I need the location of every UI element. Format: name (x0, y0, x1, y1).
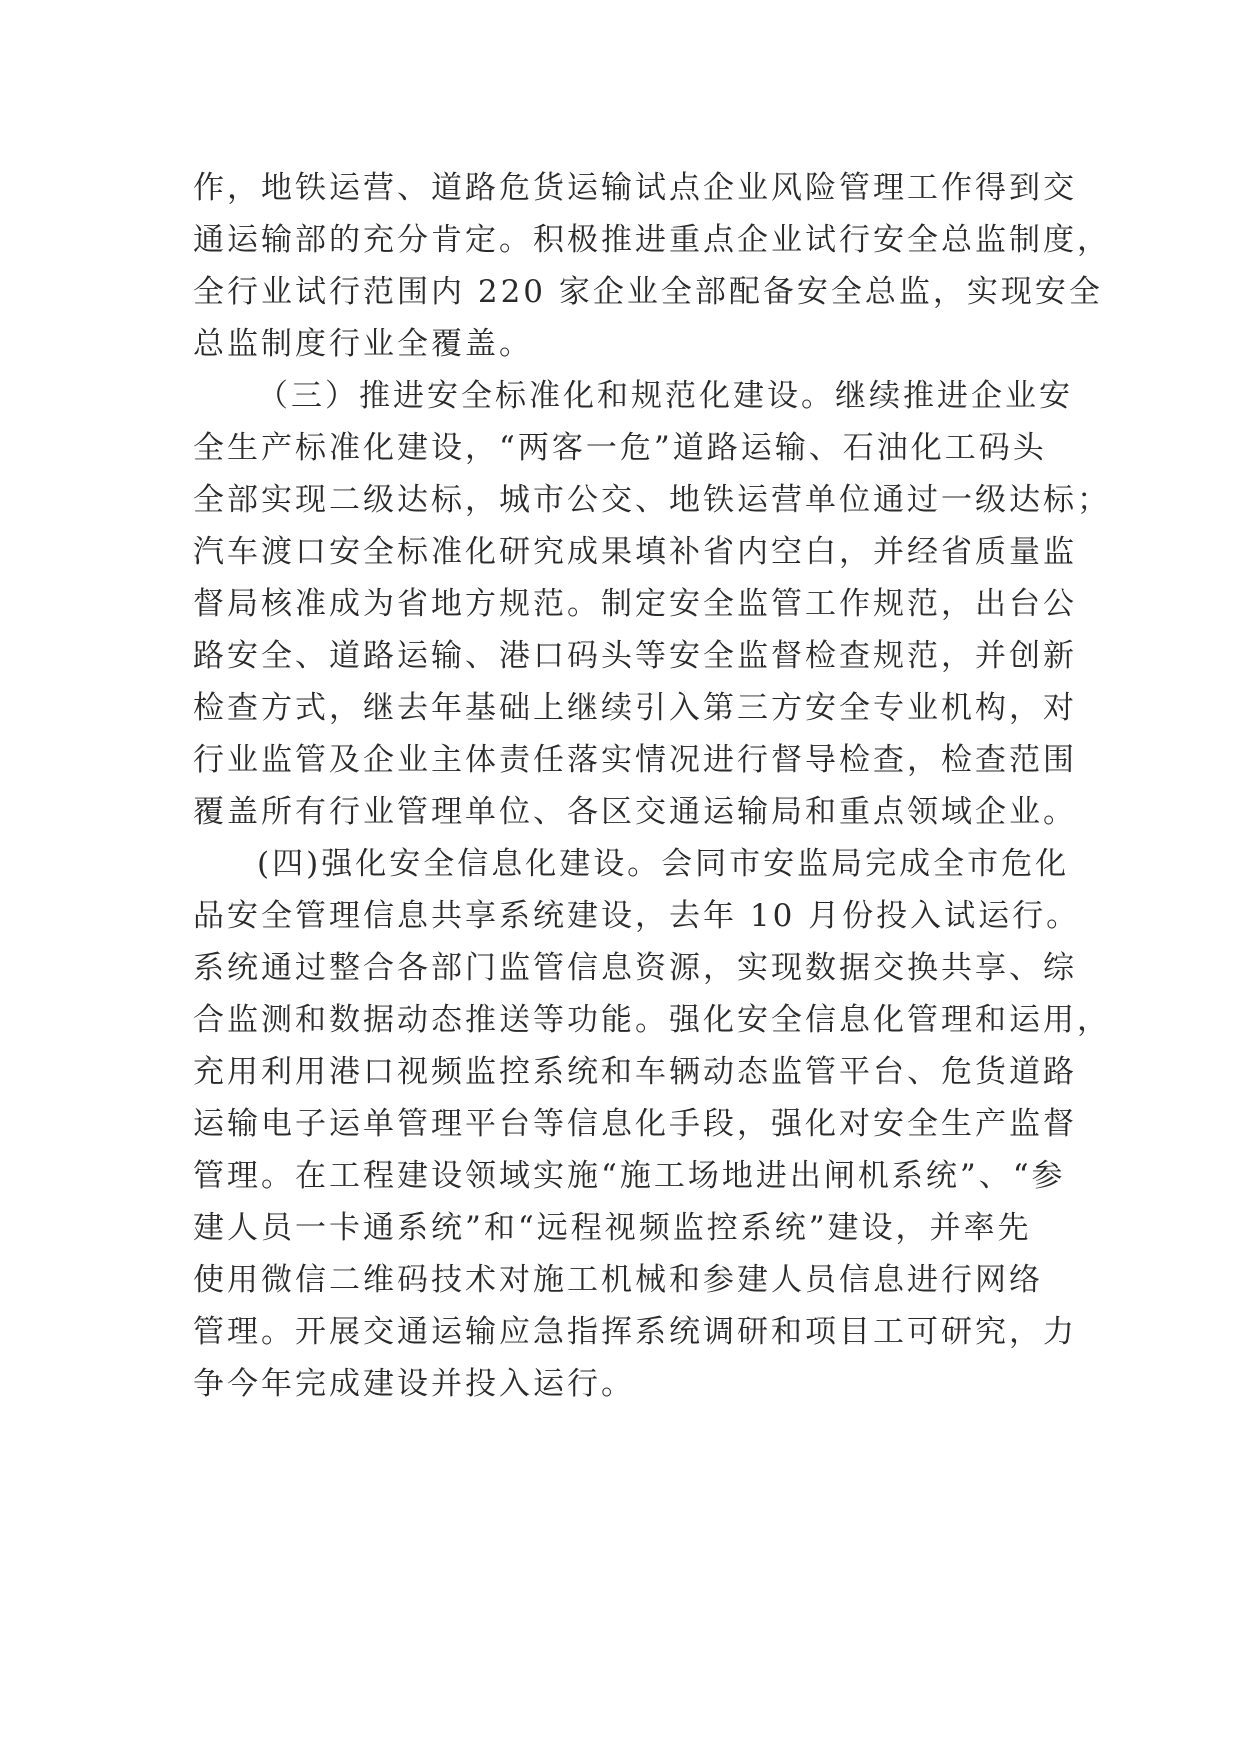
text-line: 管理。在工程建设领域实施“施工场地进出闸机系统”、“参 (193, 1158, 1066, 1194)
text-line: 全部实现二级达标，城市公交、地铁运营单位通过一级达标； (193, 482, 1111, 518)
text-line: 覆盖所有行业管理单位、各区交通运输局和重点领域企业。 (193, 794, 1077, 830)
text-line: 督局核准成为省地方规范。制定安全监管工作规范，出台公 (193, 586, 1077, 622)
text-line: 品安全管理信息共享系统建设，去年 10 月份投入试运行。 (193, 898, 1081, 934)
paragraph-heading-four: (四)强化安全信息化建设。会同市安监局完成全市危化 (257, 846, 1070, 882)
text-line: 作，地铁运营、道路危货运输试点企业风险管理工作得到交 (193, 170, 1077, 206)
text-line: 充用利用港口视频监控系统和车辆动态监管平台、危货道路 (193, 1054, 1077, 1090)
text-line: 使用微信二维码技术对施工机械和参建人员信息进行网络 (193, 1262, 1043, 1298)
text-line: 运输电子运单管理平台等信息化手段，强化对安全生产监督 (193, 1106, 1077, 1142)
text-line: 管理。开展交通运输应急指挥系统调研和项目工可研究，力 (193, 1314, 1077, 1350)
text-line: 全生产标准化建设，“两客一危”道路运输、石油化工码头 (193, 430, 1047, 466)
paragraph-heading-three: （三）推进安全标准化和规范化建设。继续推进企业安 (257, 378, 1073, 414)
text-line: 建人员一卡通系统”和“远程视频监控系统”建设，并率先 (193, 1210, 1032, 1246)
text-line: 全行业试行范围内 220 家企业全部配备安全总监，实现安全 (193, 274, 1103, 310)
text-line: 系统通过整合各部门监管信息资源，实现数据交换共享、综 (193, 950, 1077, 986)
text-line: 争今年完成建设并投入运行。 (193, 1366, 635, 1402)
text-line: 通运输部的充分肯定。积极推进重点企业试行安全总监制度， (193, 222, 1111, 258)
document-body (193, 162, 1111, 1410)
text-line: 总监制度行业全覆盖。 (193, 326, 533, 362)
text-line: 行业监管及企业主体责任落实情况进行督导检查，检查范围 (193, 742, 1077, 778)
text-line: 路安全、道路运输、港口码头等安全监督检查规范，并创新 (193, 638, 1077, 674)
text-line: 汽车渡口安全标准化研究成果填补省内空白，并经省质量监 (193, 534, 1077, 570)
text-line: 检查方式，继去年基础上继续引入第三方安全专业机构，对 (193, 690, 1077, 726)
text-line: 合监测和数据动态推送等功能。强化安全信息化管理和运用， (193, 1002, 1111, 1038)
